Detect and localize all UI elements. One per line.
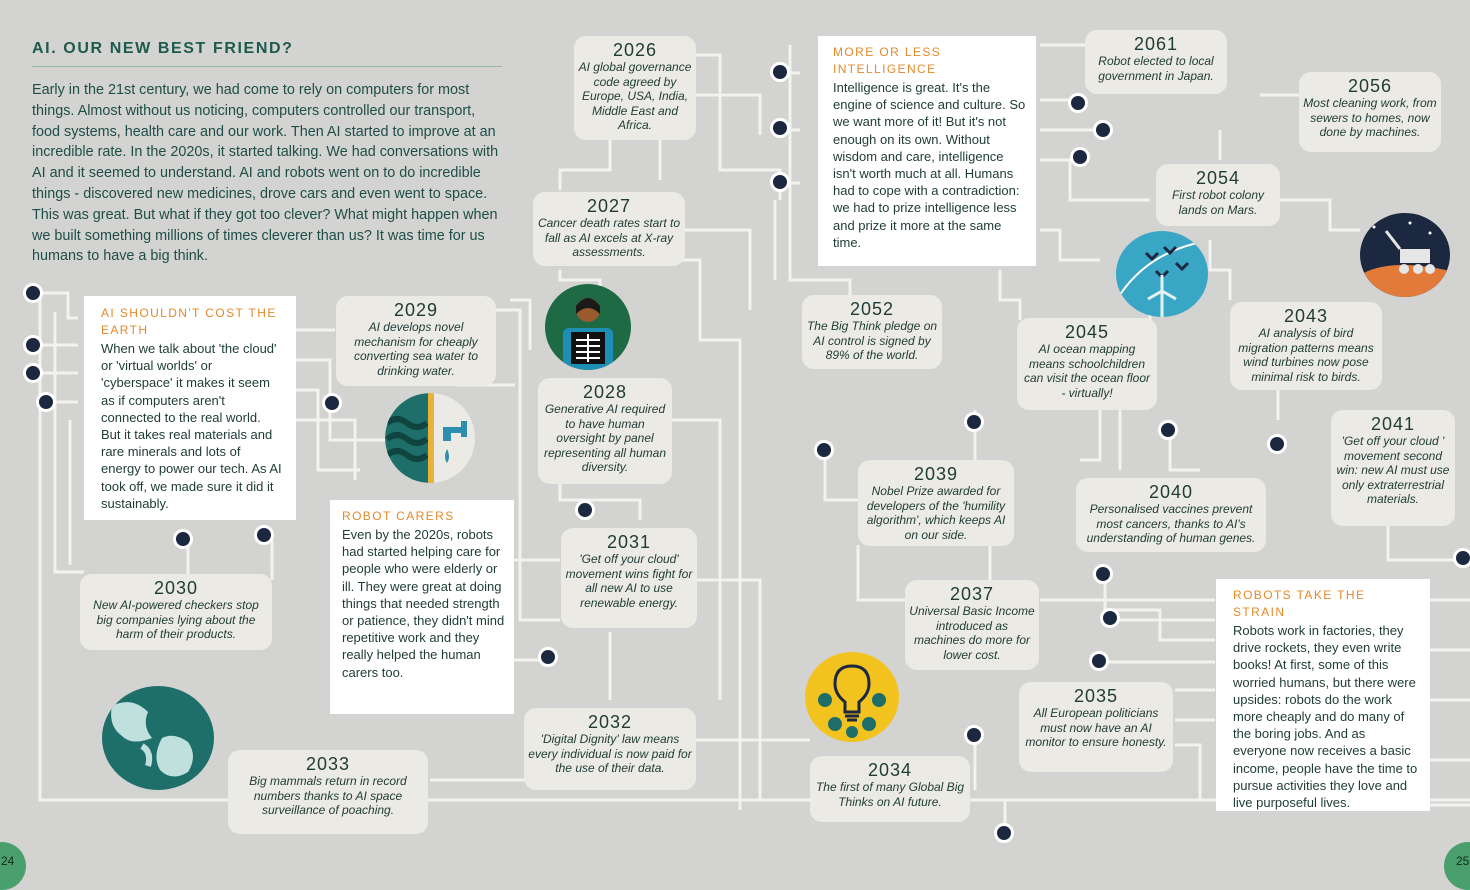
- timeline-dot: [770, 172, 790, 192]
- timeline-dot: [36, 392, 56, 412]
- timeline-dot: [1100, 608, 1120, 628]
- event-year: 2056: [1347, 76, 1393, 96]
- timeline-event-2061: [1085, 30, 1227, 94]
- sea-tap-icon: [385, 393, 475, 483]
- event-text: 'Get off your cloud ' movement second win: new AI must use only extraterrestrial materials.: [1336, 434, 1450, 507]
- birds-turbine-icon: [1116, 231, 1208, 317]
- timeline-dot: [770, 62, 790, 82]
- feature-heading: ROBOT CARERS: [342, 509, 455, 523]
- timeline-dot: [1089, 651, 1109, 671]
- timeline-dot: [814, 440, 834, 460]
- event-text: AI global governance code agreed by Europe, USA, India, Middle East and Africa.: [578, 60, 692, 133]
- timeline-event-2056: [1299, 72, 1441, 152]
- timeline-dot: [538, 647, 558, 667]
- timeline-dot: [1158, 420, 1178, 440]
- timeline-dot: [1093, 120, 1113, 140]
- timeline-dot: [23, 363, 43, 383]
- timeline-dot: [994, 823, 1014, 843]
- intro-paragraph: Early in the 21st century, we had come to rely on computers for most things. Almost without us noticing, computers controlled our transport, food systems, health care and our work. Then AI started to improve at an incredible rate. In the 2020s, it started talking. We had conversations with AI and it seemed to understand. AI and robots went on to do incredible things - discovered new medicines, drove cars and even went to space. This was great. But what if they got too clever? What might happen when we built something millions of times cleverer than us? It was time for us humans to have a big think.: [32, 82, 499, 265]
- lightbulb-people-icon: [805, 652, 899, 742]
- timeline-dot: [770, 118, 790, 138]
- event-year: 2039: [913, 464, 959, 484]
- timeline-dot: [575, 500, 595, 520]
- event-year: 2028: [582, 382, 628, 402]
- event-year: 2033: [305, 754, 351, 774]
- event-year: 2045: [1064, 322, 1110, 342]
- event-text: First robot colony lands on Mars.: [1171, 188, 1265, 217]
- event-year: 2043: [1283, 306, 1329, 326]
- feature-heading: AI SHOULDN'T COST THE EARTH: [101, 306, 277, 337]
- feature-body: Robots work in factories, they drive rockets, they even write books! At first, some of this worried humans, but there were upsides: robots do the work more cheaply and do many of the boring jobs. And as everyone now receives a basic income, people have the time to pursue activities they love and live purposeful lives.: [1233, 623, 1418, 811]
- event-text: AI ocean mapping means schoolchildren can visit the ocean floor - virtually!: [1023, 342, 1151, 400]
- event-text: Personalised vaccines prevent most cancers, thanks to AI's understanding of human genes.: [1086, 502, 1256, 546]
- timeline-event-2037: [905, 580, 1039, 670]
- event-text: AI analysis of bird migration patterns means wind turbines now pose minimal risk to birds.: [1238, 326, 1374, 384]
- feature-box-intelligence: [818, 36, 1036, 266]
- feature-box-earth: [84, 296, 296, 520]
- event-year: 2027: [586, 196, 632, 216]
- feature-box-robot-carers: [330, 500, 514, 714]
- timeline-event-2054: [1156, 164, 1280, 226]
- timeline-event-2029: [336, 296, 496, 386]
- timeline-event-2045: [1017, 318, 1157, 410]
- timeline-event-2026: [574, 36, 696, 140]
- timeline-dot: [23, 283, 43, 303]
- timeline-dot: [1068, 93, 1088, 113]
- timeline-dot: [254, 525, 274, 545]
- timeline-dot: [1070, 147, 1090, 167]
- event-year: 2034: [867, 760, 913, 780]
- event-year: 2054: [1195, 168, 1241, 188]
- event-text: AI develops novel mechanism for cheaply converting sea water to drinking water.: [353, 320, 479, 378]
- event-text: Generative AI required to have human oversight by panel representing all human diversity.: [543, 402, 667, 475]
- event-year: 2031: [606, 532, 652, 552]
- timeline-event-2039: [858, 460, 1014, 546]
- mars-rover-icon: [1360, 213, 1450, 297]
- event-text: All European politicians must now have an AI monitor to ensure honesty.: [1025, 706, 1167, 750]
- timeline-event-2052: [802, 295, 942, 369]
- timeline-event-2028: [538, 378, 672, 484]
- feature-body: Even by the 2020s, robots had started helping care for people who were elderly or ill. They were great at doing things that needed strength or patience, they didn't mind repetitive work and they really helped the human carers too.: [342, 527, 505, 680]
- timeline-event-2027: [533, 192, 685, 266]
- event-year: 2037: [949, 584, 995, 604]
- timeline-dot: [173, 529, 193, 549]
- feature-body: Intelligence is great. It's the engine of science and culture. So we want more of it! But it's not enough on its own. Without wisdom and care, intelligence isn't worth much at all. Humans had to cope with a contradiction: we had to prize intelligence less and prize it more at the same time.: [833, 80, 1026, 250]
- timeline-event-2043: [1230, 302, 1382, 390]
- timeline-dot: [1267, 434, 1287, 454]
- timeline-event-2035: [1019, 682, 1173, 772]
- xray-person-icon: [545, 284, 631, 370]
- event-year: 2061: [1133, 34, 1179, 54]
- page-number-label: 24: [1, 854, 15, 868]
- timeline-event-2033: [228, 750, 428, 834]
- timeline-event-2030: [80, 574, 272, 650]
- timeline-event-2041: [1331, 410, 1455, 526]
- title-divider: [32, 66, 502, 67]
- feature-heading: MORE OR LESS INTELLIGENCE: [833, 45, 942, 76]
- event-text: Most cleaning work, from sewers to homes, now done by machines.: [1303, 96, 1437, 140]
- event-text: 'Get off your cloud' movement wins fight for all new AI to use renewable energy.: [565, 552, 693, 610]
- timeline-event-2040: [1076, 478, 1266, 552]
- page-number-label: 25: [1456, 854, 1470, 868]
- event-text: The first of many Global Big Thinks on AI future.: [815, 780, 965, 809]
- event-year: 2052: [849, 299, 895, 319]
- feature-body: When we talk about 'the cloud' or 'virtual worlds' or 'cyberspace' it makes it seem as if computers aren't connected to the real world. But it takes real materials and rare minerals and lots of energy to power our tech. As AI took off, we made sure it did it sustainably.: [101, 341, 282, 511]
- timeline-event-2031: [561, 528, 697, 628]
- event-text: New AI-powered checkers stop big companies lying about the harm of their products.: [93, 598, 259, 642]
- event-year: 2029: [393, 300, 439, 320]
- feature-box-robots-strain: [1216, 579, 1430, 811]
- event-year: 2040: [1148, 482, 1194, 502]
- event-text: The Big Think pledge on AI control is signed by 89% of the world.: [806, 319, 938, 363]
- event-text: Cancer death rates start to fall as AI excels at X-ray assessments.: [537, 216, 681, 260]
- event-text: Robot elected to local government in Japan.: [1098, 54, 1214, 83]
- timeline-dot: [23, 335, 43, 355]
- event-text: Universal Basic Income introduced as machines do more for lower cost.: [909, 604, 1035, 662]
- event-text: Big mammals return in record numbers thanks to AI space surveillance of poaching.: [249, 774, 407, 818]
- timeline-event-2032: [524, 708, 696, 790]
- event-year: 2026: [612, 40, 658, 60]
- timeline-dot: [1093, 564, 1113, 584]
- event-text: 'Digital Dignity' law means every individual is now paid for the use of their data.: [528, 732, 692, 776]
- page-title: AI. OUR NEW BEST FRIEND?: [32, 40, 294, 57]
- feature-heading: ROBOTS TAKE THE STRAIN: [1233, 588, 1366, 619]
- event-year: 2032: [587, 712, 633, 732]
- timeline-dot: [1453, 548, 1470, 568]
- timeline-dot: [964, 412, 984, 432]
- timeline-dot: [322, 393, 342, 413]
- timeline-dot: [964, 725, 984, 745]
- event-year: 2030: [153, 578, 199, 598]
- timeline-event-2034: [810, 756, 970, 822]
- event-year: 2035: [1073, 686, 1119, 706]
- event-year: 2041: [1370, 414, 1416, 434]
- lion-elephant-icon: [102, 686, 214, 790]
- event-text: Nobel Prize awarded for developers of the 'humility algorithm', which keeps AI on our side.: [866, 484, 1006, 542]
